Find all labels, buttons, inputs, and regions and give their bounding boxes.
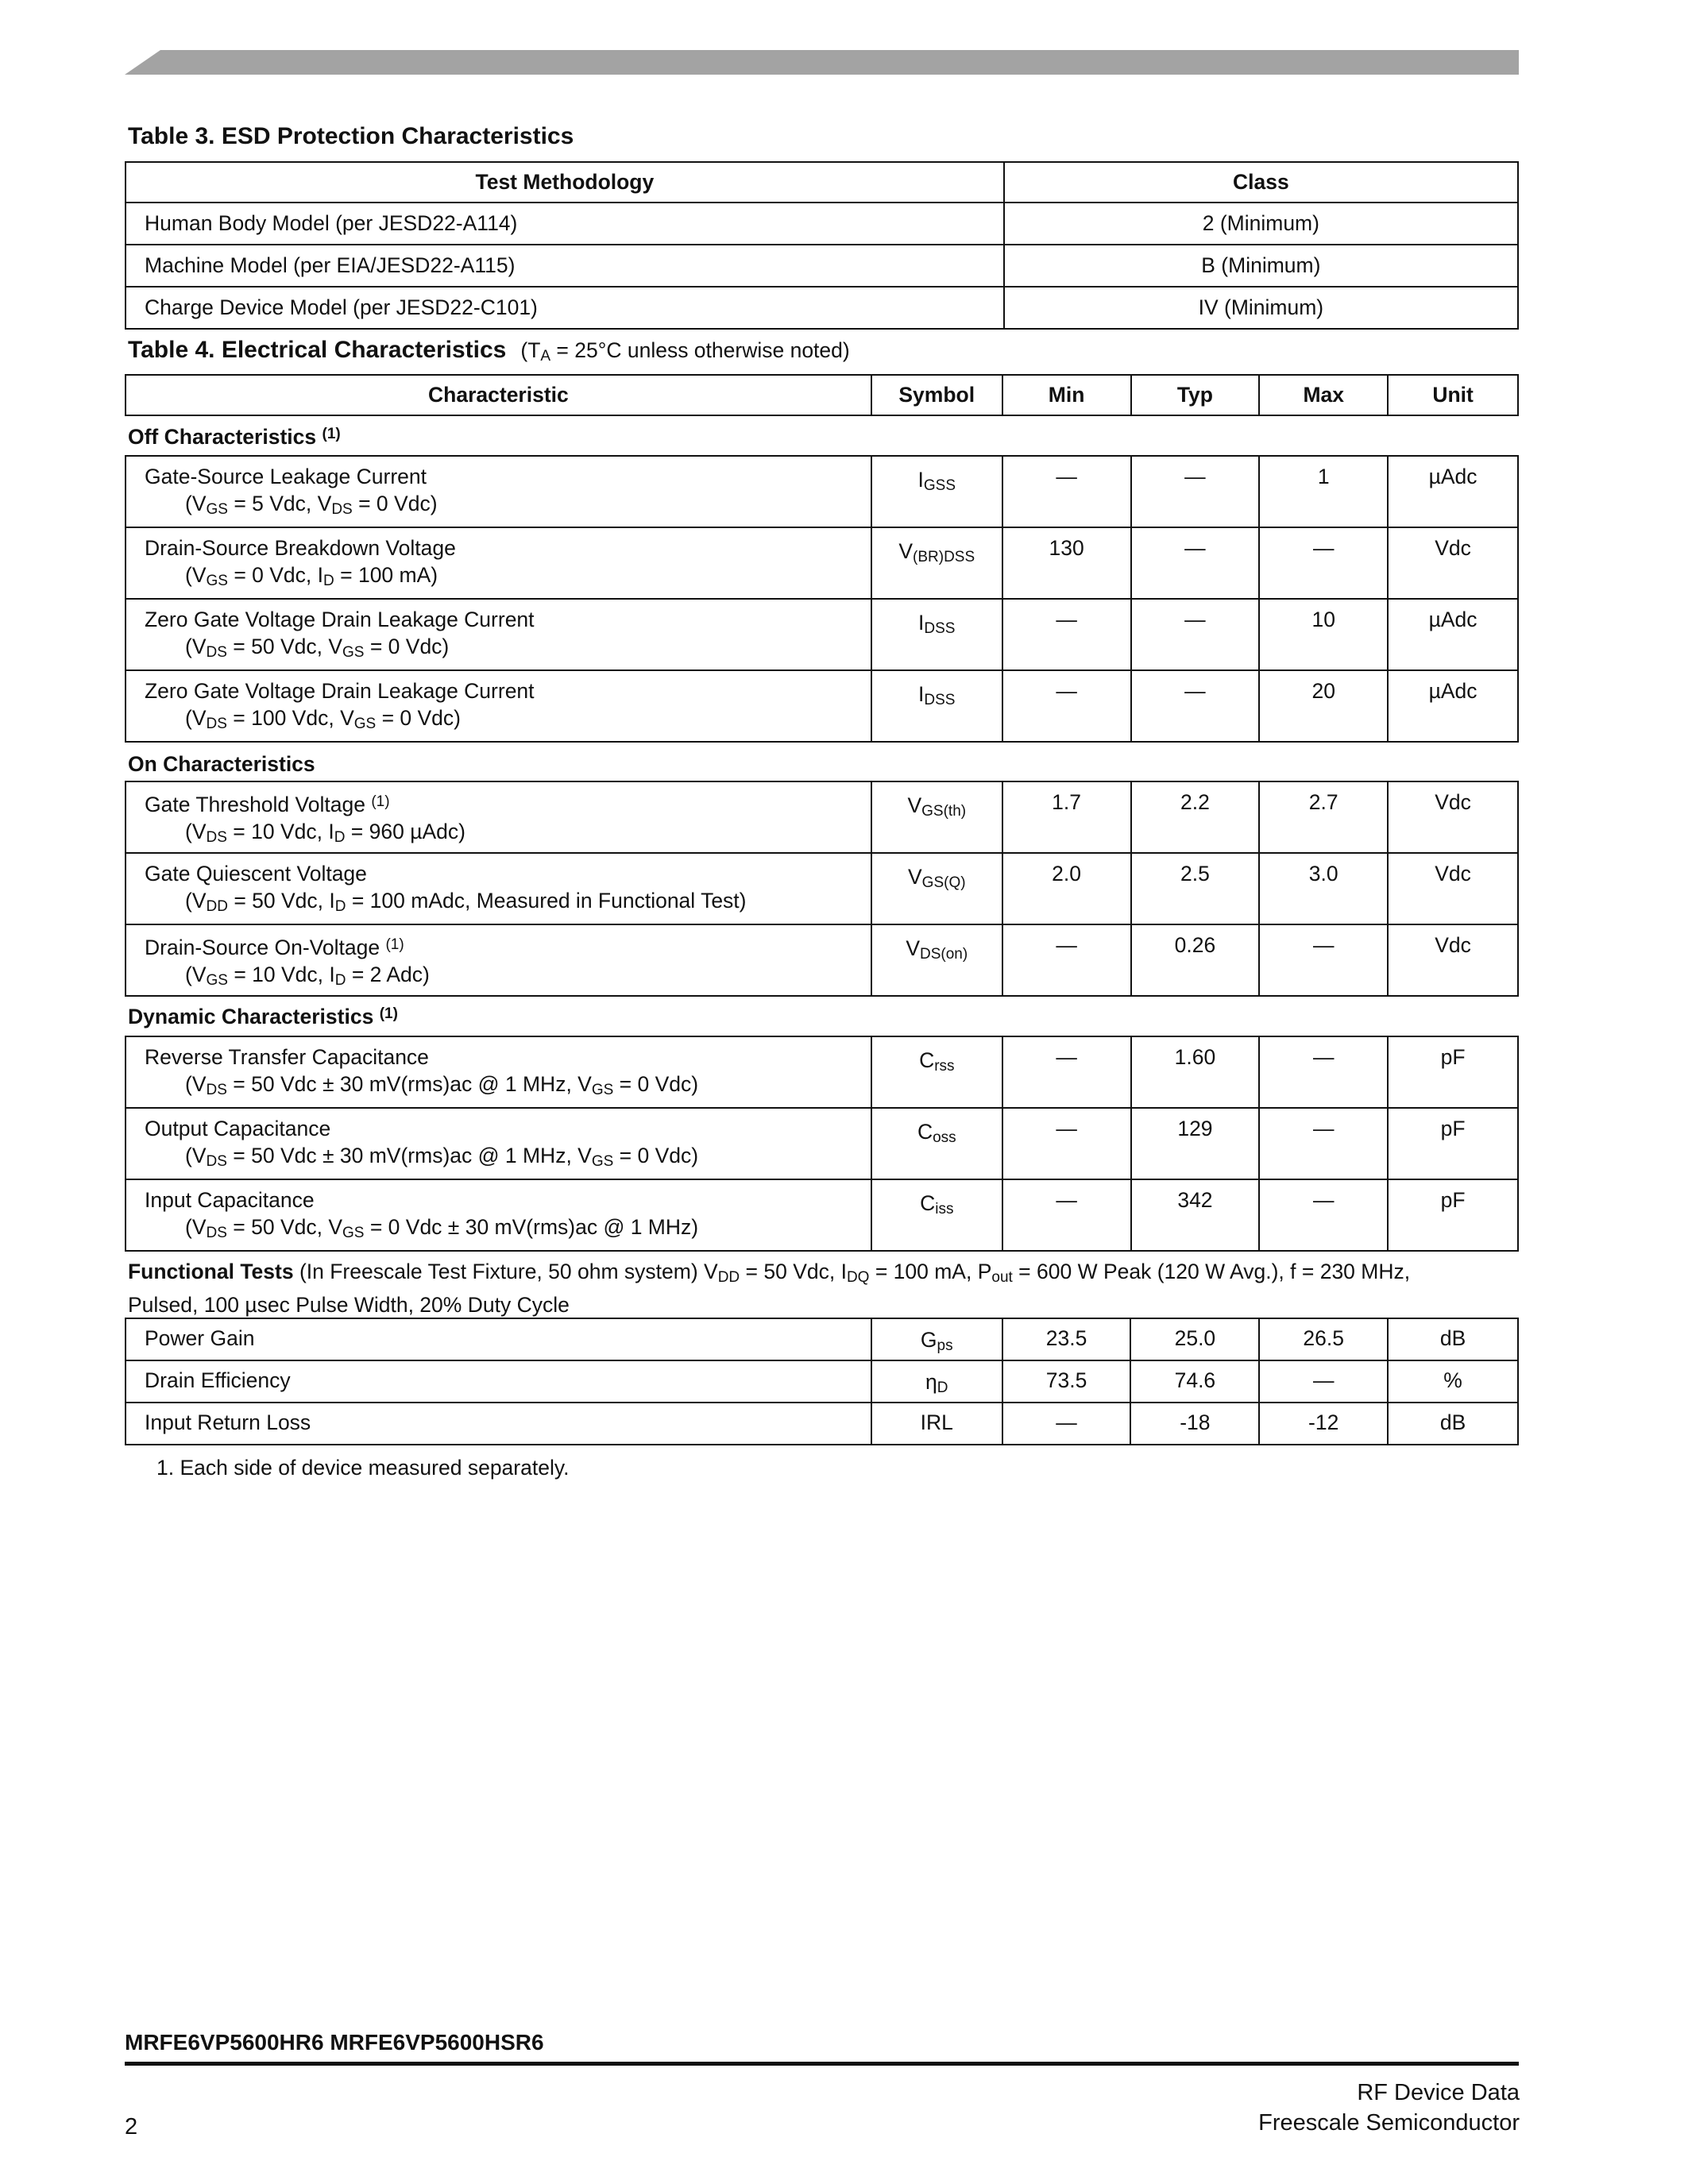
cell-max: — bbox=[1259, 1036, 1388, 1108]
cell-method: Charge Device Model (per JESD22-C101) bbox=[126, 287, 1004, 329]
cell-min: — bbox=[1002, 924, 1131, 996]
cell-unit: µAdc bbox=[1388, 670, 1518, 742]
cell-class: IV (Minimum) bbox=[1004, 287, 1518, 329]
cell-symbol: $V_{GS(Q)}$ bbox=[871, 853, 1002, 924]
cell-characteristic: Drain Efficiency bbox=[126, 1360, 871, 1403]
cell-characteristic: Gate Quiescent Voltage ($V_{DD} = 50$ Vdc, $I_D = 100$ mAdc, Measured in Functional Test) bbox=[126, 853, 871, 924]
cell-unit: Vdc bbox=[1388, 781, 1518, 853]
cell-max: — bbox=[1259, 1179, 1388, 1251]
table-row bbox=[126, 1318, 1518, 1360]
cell-characteristic: Drain-Source On-Voltage $^{(1)}$ ($V_{GS} = 10$ Vdc, $I_D = 2$ Adc) bbox=[126, 924, 871, 996]
cell-unit: pF bbox=[1388, 1036, 1518, 1108]
cell-max: 2.7 bbox=[1259, 781, 1388, 853]
cell-typ: 342 bbox=[1131, 1179, 1260, 1251]
cell-max: — bbox=[1259, 924, 1388, 996]
table-row bbox=[126, 924, 1518, 996]
cell-characteristic: Gate Threshold Voltage $^{(1)}$ ($V_{DS} = 10$ Vdc, $I_D = 960$ µAdc) bbox=[126, 781, 871, 853]
cell-min: — bbox=[1002, 1108, 1131, 1179]
cell-typ: -18 bbox=[1130, 1403, 1259, 1445]
cell-unit: pF bbox=[1388, 1108, 1518, 1179]
cell-typ: 0.26 bbox=[1131, 924, 1260, 996]
footer-line-2: Freescale Semiconductor bbox=[1258, 2110, 1520, 2136]
cell-max: 3.0 bbox=[1259, 853, 1388, 924]
table-row bbox=[126, 527, 1518, 599]
cell-max: 26.5 bbox=[1259, 1318, 1388, 1360]
cell-symbol: $C_{rss}$ bbox=[871, 1036, 1002, 1108]
cell-typ: 2.2 bbox=[1131, 781, 1260, 853]
header-test-methodology: Test Methodology bbox=[126, 162, 1004, 203]
cell-symbol: $I_{GSS}$ bbox=[871, 456, 1002, 527]
cell-min: 73.5 bbox=[1002, 1360, 1131, 1403]
table-row bbox=[126, 203, 1518, 245]
cell-min: — bbox=[1002, 1403, 1131, 1445]
cell-max: -12 bbox=[1259, 1403, 1388, 1445]
section-on-characteristics: On Characteristics bbox=[128, 752, 315, 776]
electrical-table-header bbox=[125, 374, 1519, 416]
cell-min: 2.0 bbox=[1002, 853, 1131, 924]
cell-typ: 2.5 bbox=[1131, 853, 1260, 924]
cell-typ: 74.6 bbox=[1130, 1360, 1259, 1403]
cell-symbol: $I_{DSS}$ bbox=[871, 670, 1002, 742]
cell-max: — bbox=[1259, 1108, 1388, 1179]
table-row bbox=[126, 1108, 1518, 1179]
on-characteristics-table bbox=[125, 781, 1519, 997]
cell-min: 23.5 bbox=[1002, 1318, 1131, 1360]
cell-characteristic: Drain-Source Breakdown Voltage ($V_{GS} = 0$ Vdc, $I_D = 100$ mA) bbox=[126, 527, 871, 599]
table-row bbox=[126, 1360, 1518, 1403]
cell-unit: µAdc bbox=[1388, 456, 1518, 527]
page-number: 2 bbox=[125, 2114, 138, 2140]
cell-symbol: $I_{DSS}$ bbox=[871, 599, 1002, 670]
cell-characteristic: Input Capacitance ($V_{DS} = 50$ Vdc, $V_{GS} = 0$ Vdc ± 30 mV(rms)ac @ 1 MHz) bbox=[126, 1179, 871, 1251]
table4-title-text: Table 4. Electrical Characteristics bbox=[128, 337, 507, 363]
cell-typ: — bbox=[1131, 527, 1260, 599]
cell-characteristic: Power Gain bbox=[126, 1318, 871, 1360]
part-numbers: MRFE6VP5600HR6 MRFE6VP5600HSR6 bbox=[125, 2030, 544, 2055]
header-typ: Typ bbox=[1131, 375, 1260, 415]
cell-class: 2 (Minimum) bbox=[1004, 203, 1518, 245]
table-row bbox=[126, 245, 1518, 287]
header-band bbox=[125, 50, 1519, 75]
table-row bbox=[126, 853, 1518, 924]
cell-characteristic: Input Return Loss bbox=[126, 1403, 871, 1445]
cell-typ: 25.0 bbox=[1130, 1318, 1259, 1360]
table4-condition: ($T_A = 25^\circ C$ unless otherwise noted) bbox=[520, 338, 850, 365]
table-row bbox=[126, 670, 1518, 742]
header-characteristic: Characteristic bbox=[126, 375, 871, 415]
cell-min: 130 bbox=[1002, 527, 1131, 599]
cell-characteristic: Gate-Source Leakage Current ($V_{GS} = 5$ Vdc, $V_{DS} = 0$ Vdc) bbox=[126, 456, 871, 527]
cell-max: 20 bbox=[1259, 670, 1388, 742]
header-min: Min bbox=[1002, 375, 1131, 415]
cell-characteristic: Reverse Transfer Capacitance ($V_{DS} = 50$ Vdc ± 30 mV(rms)ac @ 1 MHz, $V_{GS} = 0$ Vdc) bbox=[126, 1036, 871, 1108]
table-row bbox=[126, 287, 1518, 329]
cell-typ: — bbox=[1131, 599, 1260, 670]
table-row bbox=[126, 1036, 1518, 1108]
cell-symbol: IRL bbox=[871, 1403, 1002, 1445]
cell-unit: dB bbox=[1388, 1403, 1518, 1445]
cell-symbol: $V_{GS(th)}$ bbox=[871, 781, 1002, 853]
cell-min: — bbox=[1002, 670, 1131, 742]
cell-unit: Vdc bbox=[1388, 853, 1518, 924]
cell-typ: 129 bbox=[1131, 1108, 1260, 1179]
cell-characteristic: Zero Gate Voltage Drain Leakage Current ($V_{DS} = 100$ Vdc, $V_{GS} = 0$ Vdc) bbox=[126, 670, 871, 742]
cell-characteristic: Zero Gate Voltage Drain Leakage Current ($V_{DS} = 50$ Vdc, $V_{GS} = 0$ Vdc) bbox=[126, 599, 871, 670]
esd-table bbox=[125, 161, 1519, 330]
cell-min: — bbox=[1002, 1036, 1131, 1108]
table4-title bbox=[128, 337, 850, 365]
functional-tests-table bbox=[125, 1318, 1519, 1445]
cell-max: — bbox=[1259, 527, 1388, 599]
cell-unit: dB bbox=[1388, 1318, 1518, 1360]
table-row bbox=[126, 456, 1518, 527]
cell-characteristic: Output Capacitance ($V_{DS} = 50$ Vdc ± 30 mV(rms)ac @ 1 MHz, $V_{GS} = 0$ Vdc) bbox=[126, 1108, 871, 1179]
table-row bbox=[126, 599, 1518, 670]
cell-symbol: $V_{DS(on)}$ bbox=[871, 924, 1002, 996]
cell-unit: µAdc bbox=[1388, 599, 1518, 670]
header-max: Max bbox=[1259, 375, 1388, 415]
cell-min: 1.7 bbox=[1002, 781, 1131, 853]
cell-unit: Vdc bbox=[1388, 527, 1518, 599]
footnote: 1. Each side of device measured separately. bbox=[156, 1456, 570, 1480]
cell-symbol: $C_{iss}$ bbox=[871, 1179, 1002, 1251]
cell-typ: — bbox=[1131, 670, 1260, 742]
cell-unit: pF bbox=[1388, 1179, 1518, 1251]
table3-title: Table 3. ESD Protection Characteristics bbox=[128, 123, 574, 149]
cell-symbol: $G_{ps}$ bbox=[871, 1318, 1002, 1360]
cell-symbol: $\eta_D$ bbox=[871, 1360, 1002, 1403]
table-row bbox=[126, 1403, 1518, 1445]
table-row bbox=[126, 781, 1518, 853]
off-characteristics-table bbox=[125, 455, 1519, 743]
footer-publisher bbox=[1258, 2078, 1520, 2138]
footer-divider bbox=[125, 2062, 1519, 2066]
section-dynamic-characteristics: Dynamic Characteristics $^{(1)}$ bbox=[128, 1005, 398, 1028]
header-symbol: Symbol bbox=[871, 375, 1002, 415]
header-unit: Unit bbox=[1388, 375, 1518, 415]
cell-max: — bbox=[1259, 1360, 1388, 1403]
functional-tests-text: Functional Tests (In Freescale Test Fixture, 50 ohm system) $V_{DD} = 50$ Vdc, $I_{DQ} = 100$ mA, $P_{out} = 600$ W Peak (120 W Avg.), f = 230 MHz, Pulsed, 100 µsec Pulse Width, 20% Duty Cycle bbox=[128, 1260, 1411, 1317]
footer-line-1: RF Device Data bbox=[1357, 2080, 1520, 2105]
cell-unit: Vdc bbox=[1388, 924, 1518, 996]
cell-unit: % bbox=[1388, 1360, 1518, 1403]
dynamic-characteristics-table bbox=[125, 1036, 1519, 1252]
cell-min: — bbox=[1002, 1179, 1131, 1251]
cell-symbol: $C_{oss}$ bbox=[871, 1108, 1002, 1179]
cell-method: Machine Model (per EIA/JESD22-A115) bbox=[126, 245, 1004, 287]
cell-typ: 1.60 bbox=[1131, 1036, 1260, 1108]
cell-symbol: $V_{(BR)DSS}$ bbox=[871, 527, 1002, 599]
cell-method: Human Body Model (per JESD22-A114) bbox=[126, 203, 1004, 245]
header-class: Class bbox=[1004, 162, 1518, 203]
cell-typ: — bbox=[1131, 456, 1260, 527]
cell-min: — bbox=[1002, 456, 1131, 527]
cell-class: B (Minimum) bbox=[1004, 245, 1518, 287]
cell-max: 10 bbox=[1259, 599, 1388, 670]
section-off-characteristics: Off Characteristics $^{(1)}$ bbox=[128, 425, 341, 449]
cell-min: — bbox=[1002, 599, 1131, 670]
cell-max: 1 bbox=[1259, 456, 1388, 527]
table-row bbox=[126, 1179, 1518, 1251]
